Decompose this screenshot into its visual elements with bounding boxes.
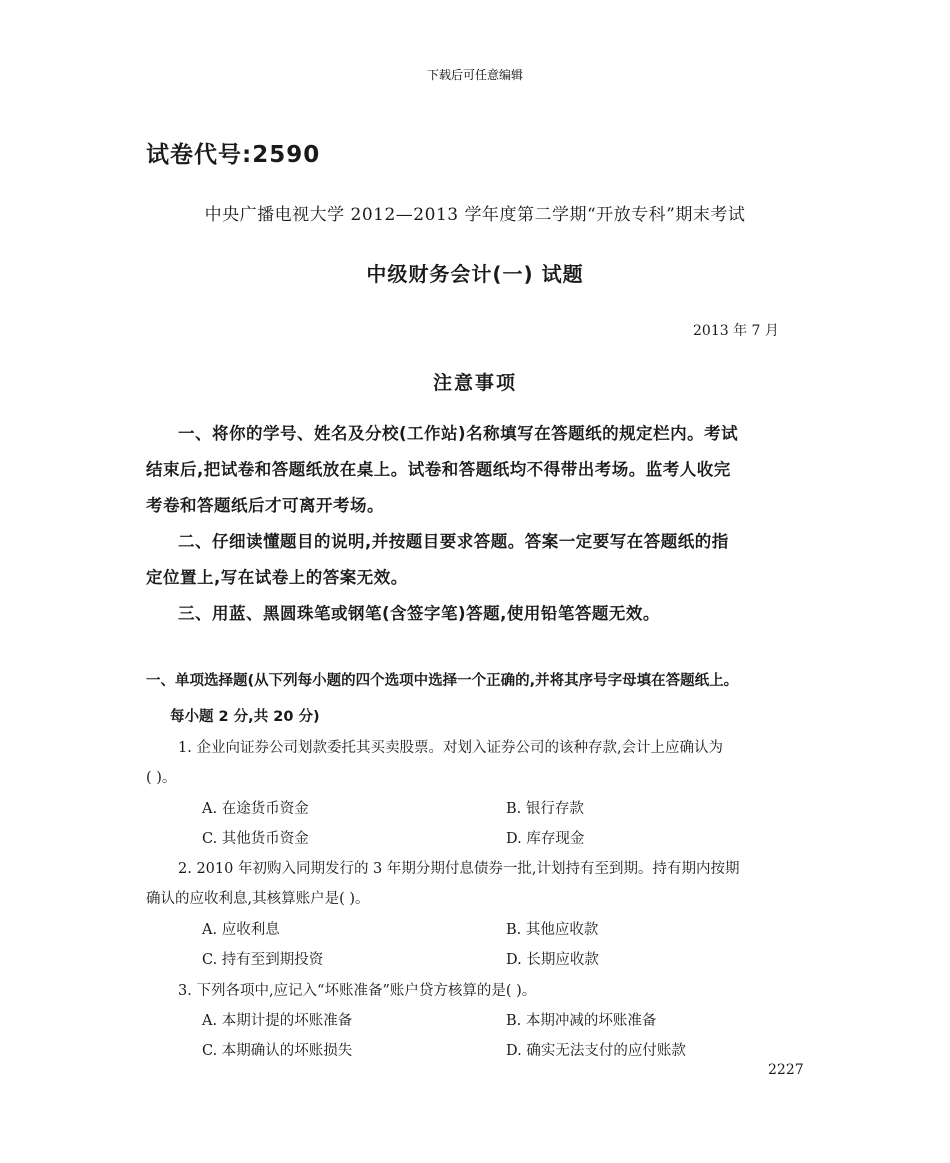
question-2-option-b: B. 其他应收款	[506, 922, 599, 938]
notice-line: 定位置上,写在试卷上的答案无效。	[146, 568, 408, 587]
section-heading: 一、单项选择题(从下列每小题的四个选项中选择一个正确的,并将其序号字母填在答题纸上。	[146, 673, 739, 689]
question-1-text-cont: ( )。	[146, 770, 177, 786]
notice-heading: 注意事项	[432, 372, 517, 394]
question-1-text: 1. 企业向证券公司划款委托其买卖股票。对划入证券公司的该种存款,会计上应确认为	[178, 740, 724, 756]
question-3-option-d: D. 确实无法支付的应付账款	[506, 1043, 686, 1059]
paper-code: 试卷代号:2590	[146, 142, 321, 168]
question-2-option-d: D. 长期应收款	[506, 952, 599, 968]
question-3-option-a: A. 本期计提的坏账准备	[202, 1013, 353, 1029]
exam-date: 2013 年 7 月	[693, 323, 779, 339]
question-1-option-a: A. 在途货币资金	[202, 801, 309, 817]
notice-line: 结束后,把试卷和答题纸放在桌上。试卷和答题纸均不得带出考场。监考人收完	[146, 460, 731, 479]
header-note: 下载后可任意编辑	[426, 68, 523, 82]
notice-line: 一、将你的学号、姓名及分校(工作站)名称填写在答题纸的规定栏内。考试	[178, 424, 739, 443]
question-3-text: 3. 下列各项中,应记入“坏账准备”账户贷方核算的是( )。	[178, 983, 537, 999]
notice-line: 二、仔细读懂题目的说明,并按题目要求答题。答案一定要写在答题纸的指	[178, 532, 729, 551]
question-3-option-c: C. 本期确认的坏账损失	[202, 1043, 353, 1059]
subject-title: 中级财务会计(一) 试题	[366, 262, 584, 286]
section-heading-cont: 每小题 2 分,共 20 分)	[170, 709, 320, 725]
question-1-option-c: C. 其他货币资金	[202, 831, 309, 847]
notice-line: 三、用蓝、黑圆珠笔或钢笔(含签字笔)答题,使用铅笔答题无效。	[178, 604, 660, 623]
question-3-option-b: B. 本期冲减的坏账准备	[506, 1013, 657, 1029]
notice-line: 考卷和答题纸后才可离开考场。	[146, 496, 384, 515]
page-number: 2227	[768, 1062, 804, 1078]
question-1-option-d: D. 库存现金	[506, 831, 585, 847]
question-1-option-b: B. 银行存款	[506, 801, 584, 817]
question-2-text-cont: 确认的应收利息,其核算账户是( )。	[146, 891, 370, 907]
question-2-option-a: A. 应收利息	[202, 922, 280, 938]
question-2-text: 2. 2010 年初购入同期发行的 3 年期分期付息债券一批,计划持有至到期。持有期内按期	[178, 861, 740, 877]
exam-title: 中央广播电视大学 2012—2013 学年度第二学期“开放专科”期末考试	[204, 205, 746, 225]
question-2-option-c: C. 持有至到期投资	[202, 952, 324, 968]
